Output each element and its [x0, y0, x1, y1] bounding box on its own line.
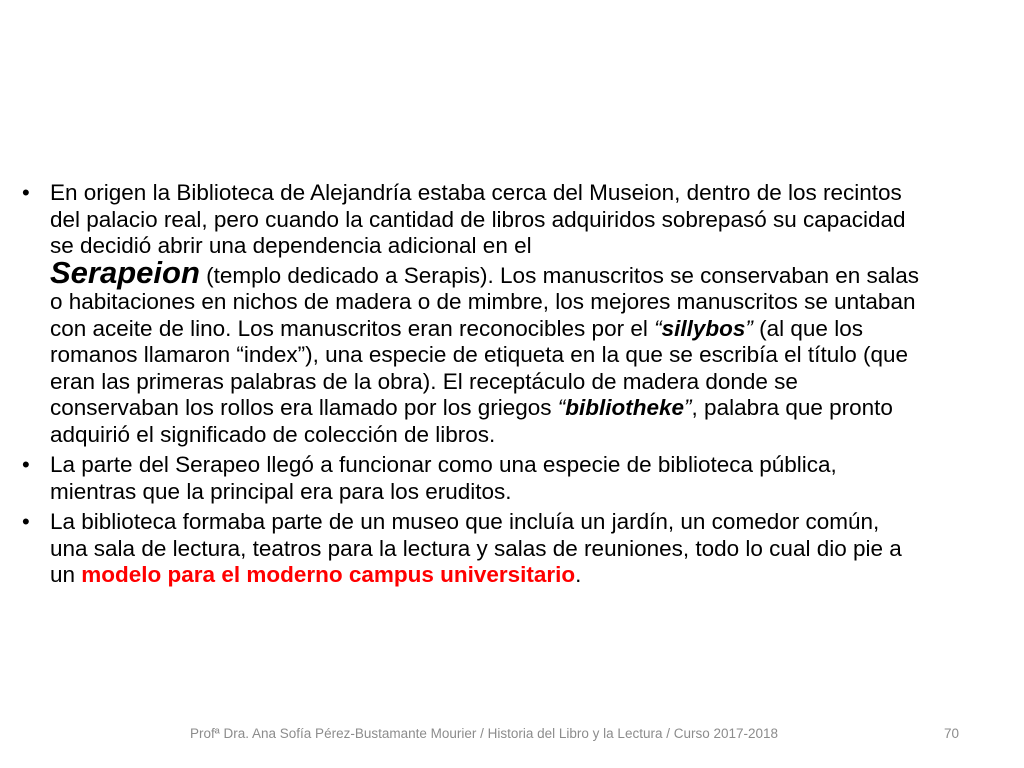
sillybos-word: sillybos — [661, 315, 746, 341]
sillybos-quote-close: ” — [745, 315, 753, 341]
bullet-1-text-part-1: En origen la Biblioteca de Alejandría estaba cerca del Museion, dentro de los recintos del palacio real, pero cuando la cantidad de libros adquiridos sobrepasó su capacidad se decidió abrir una dependencia adicional en el — [50, 180, 906, 258]
bullet-icon: • — [22, 509, 30, 534]
bullet-3-text-part-1: La biblioteca formaba parte de un museo que incluía un jardín, un comedor común, una sala de lectura, teatros para la lectura y salas de reuniones, todo lo cual dio pie a un — [50, 509, 902, 587]
campus-highlight: modelo para el moderno campus universitario — [81, 562, 576, 587]
sillybos-quote-open: “ — [654, 315, 662, 341]
bullet-3-text-part-2: . — [575, 562, 582, 587]
bibliotheke-quote-close: ” — [684, 395, 692, 420]
bullet-icon: • — [22, 180, 30, 205]
page-number: 70 — [944, 726, 960, 741]
bibliotheke-quote-open: “ — [557, 395, 566, 420]
bullet-item-3 — [22, 509, 922, 589]
bullet-1-text-part-3: (al que los romanos llamaron “index”), una especie de etiqueta en la que se escribía el título (que eran las primeras palabras de la obra). El receptáculo de madera donde se conservaban los rollos era llamado por los griegos — [50, 315, 908, 420]
bibliotheke-word: bibliotheke — [565, 395, 685, 420]
bullet-list — [22, 180, 922, 593]
bullet-item-1 — [22, 180, 922, 448]
bullet-icon: • — [22, 452, 30, 477]
footer-credit: Profª Dra. Ana Sofía Pérez-Bustamante Mourier / Historia del Libro y la Lectura / Curso 2017-2018 — [190, 726, 779, 741]
bullet-2-text: La parte del Serapeo llegó a funcionar como una especie de biblioteca pública, mientras que la principal era para los eruditos. — [50, 452, 837, 504]
sillybos-term — [654, 316, 753, 341]
bullet-1-text-part-4: , palabra que pronto adquirió el significado de colección de libros. — [50, 395, 893, 447]
bullet-1-text-part-2: (templo dedicado a Serapis). Los manuscritos se conservaban en salas o habitaciones en nichos de madera o de mimbre, los mejores manuscritos se untaban con aceite de lino. Los manuscritos eran reconocibles por el — [50, 262, 920, 341]
slide-footer — [0, 726, 1024, 746]
serapeion-term: Serapeion — [50, 254, 200, 290]
bibliotheke-term — [558, 395, 692, 420]
bullet-item-2 — [22, 452, 922, 505]
